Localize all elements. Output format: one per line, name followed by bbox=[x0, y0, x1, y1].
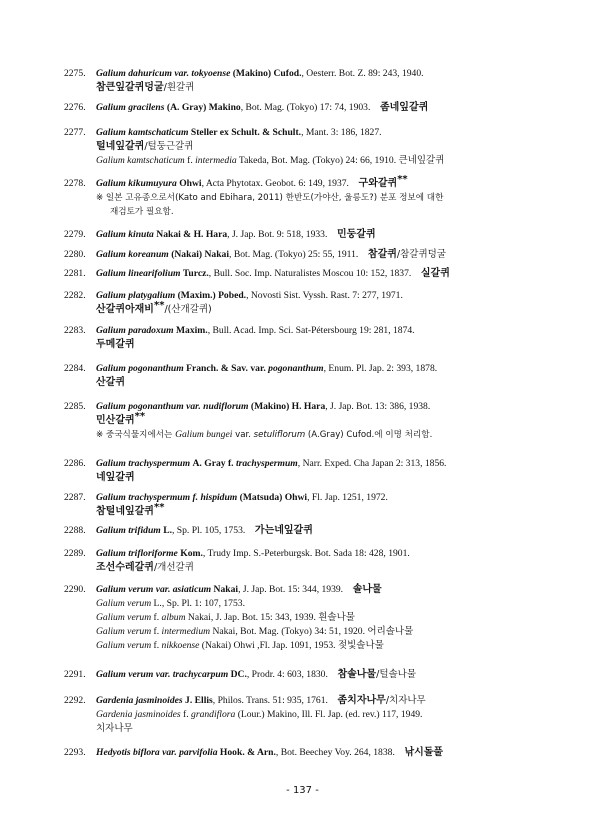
korean-name: 가는네잎갈퀴 bbox=[254, 525, 313, 536]
entry-line bbox=[64, 191, 544, 205]
korean-name: 좀치자나무 bbox=[337, 695, 386, 706]
catalog-entry bbox=[64, 694, 544, 736]
synonym-infraspecific-name: intermedia bbox=[195, 155, 237, 166]
scientific-name: Hedyotis biflora var. parvifolia bbox=[96, 747, 218, 758]
korean-name: 민둥갈퀴 bbox=[336, 229, 376, 240]
korean-name: 조선수레갈퀴 bbox=[96, 562, 154, 573]
catalog-entry bbox=[64, 173, 544, 219]
scientific-name: Galium trachyspermum bbox=[96, 458, 191, 469]
citation: , Bot. Beechey Voy. 264, 1838. bbox=[275, 747, 395, 758]
synonym-name: Galium verum bbox=[96, 626, 152, 637]
author: DC. bbox=[230, 669, 247, 680]
entry-line bbox=[64, 228, 544, 242]
entry-line bbox=[64, 722, 544, 736]
alternate-name: /치자나무 bbox=[385, 695, 426, 706]
catalog-entry bbox=[64, 668, 544, 682]
citation: , Fl. Jap. 1251, 1972. bbox=[307, 492, 388, 503]
infraspecific-name: pogonanthum bbox=[268, 363, 324, 374]
entry-line bbox=[64, 708, 544, 722]
author: (Makino) H. Hara bbox=[250, 401, 326, 412]
note-mark: ** bbox=[153, 501, 165, 513]
entry-number: 2284. bbox=[64, 363, 86, 374]
entry-number: 2286. bbox=[64, 458, 86, 469]
korean-name: 솔나물 bbox=[352, 584, 382, 595]
alternate-name: /참갈퀴덩굴 bbox=[396, 249, 446, 260]
author: (Matsuda) Ohwi bbox=[239, 492, 308, 503]
author: Steller ex Schult. & Schult. bbox=[190, 127, 302, 138]
catalog-entry bbox=[64, 228, 544, 242]
entry-number: 2282. bbox=[64, 290, 86, 301]
rank-connector: var. bbox=[247, 363, 269, 374]
korean-name: 털네잎갈퀴 bbox=[96, 141, 145, 152]
catalog-entry bbox=[64, 67, 544, 95]
synonym-name: Galium kamtschaticum bbox=[96, 155, 185, 166]
catalog-entry bbox=[64, 746, 544, 760]
alternate-name: /개선갈퀴 bbox=[153, 562, 194, 573]
entry-number: 2275. bbox=[64, 68, 86, 79]
korean-name: 두메갈퀴 bbox=[96, 339, 135, 350]
entry-line bbox=[64, 597, 544, 611]
entry-number: 2285. bbox=[64, 401, 86, 412]
author: Kom. bbox=[180, 548, 203, 559]
alternate-name: /털둥근갈퀴 bbox=[144, 141, 194, 152]
entry-line bbox=[64, 457, 544, 471]
entry-line bbox=[64, 338, 544, 352]
korean-name: 네잎갈퀴 bbox=[96, 472, 135, 483]
entry-line bbox=[64, 524, 544, 538]
citation: , Narr. Exped. Cha Japan 2: 313, 1856. bbox=[297, 458, 447, 469]
alternate-name: /털솔나물 bbox=[376, 669, 417, 680]
entry-number: 2277. bbox=[64, 127, 86, 138]
citation: , Bot. Mag. (Tokyo) 17: 74, 1903. bbox=[240, 102, 371, 113]
remark-connector: var. bbox=[232, 430, 254, 440]
entry-number: 2290. bbox=[64, 584, 86, 595]
catalog-entry bbox=[64, 324, 544, 352]
synonym-rank: f. bbox=[151, 612, 162, 623]
entry-line bbox=[64, 67, 544, 81]
entry-line bbox=[64, 376, 544, 390]
korean-name: 산갈퀴 bbox=[96, 377, 125, 388]
synonym-citation: Takeda, Bot. Mag. (Tokyo) 24: 66, 1910. bbox=[236, 155, 397, 166]
remark-infraspecific-name: setuliflorum bbox=[253, 430, 306, 440]
scientific-name: Galium kikumuyura bbox=[96, 178, 177, 189]
author: (Maxim.) Pobed. bbox=[177, 290, 247, 301]
entry-number: 2281. bbox=[64, 268, 86, 279]
citation: , Mant. 3: 186, 1827. bbox=[301, 127, 382, 138]
entry-number: 2280. bbox=[64, 249, 86, 260]
scientific-name: Galium koreanum bbox=[96, 249, 169, 260]
scientific-name: Galium trifloriforme bbox=[96, 548, 178, 559]
catalog-entry bbox=[64, 547, 544, 575]
scientific-name: Galium linearifolium bbox=[96, 268, 181, 279]
synonym-citation: L., Sp. Pl. 1: 107, 1753. bbox=[151, 598, 245, 609]
korean-name: 실갈퀴 bbox=[420, 268, 450, 279]
author: Ohwi bbox=[179, 178, 202, 189]
remark-scientific-name: Galium bungei bbox=[175, 429, 233, 440]
synonym-name: Galium verum bbox=[96, 640, 152, 651]
entry-line bbox=[64, 694, 544, 708]
entry-number: 2292. bbox=[64, 695, 86, 706]
entry-line bbox=[64, 410, 544, 428]
synonym-name: Galium verum bbox=[96, 612, 152, 623]
entry-line bbox=[64, 205, 544, 219]
note-mark: ** bbox=[153, 299, 165, 311]
synonym-rank: f. bbox=[151, 640, 162, 651]
korean-name: 참솔나물 bbox=[337, 669, 377, 680]
entry-line bbox=[64, 101, 544, 115]
entry-line bbox=[64, 248, 544, 262]
korean-name: 참큰잎갈퀴덩굴 bbox=[96, 82, 164, 93]
catalog-entry bbox=[64, 267, 544, 281]
synonym-citation: (Nakai) Ohwi ,Fl. Jap. 1091, 1953. bbox=[199, 640, 336, 651]
scientific-name: Galium kinuta bbox=[96, 229, 154, 240]
entry-line bbox=[64, 362, 544, 376]
entry-line bbox=[64, 267, 544, 281]
entry-line bbox=[64, 289, 544, 303]
entry-line bbox=[64, 126, 544, 140]
entry-number: 2283. bbox=[64, 325, 86, 336]
author: J. Ellis bbox=[185, 695, 213, 706]
citation: , Enum. Pl. Jap. 2: 393, 1878. bbox=[323, 363, 438, 374]
entry-number: 2291. bbox=[64, 669, 86, 680]
remark-text: ※ 일본 고유종으로서(Kato and Ebihara, 2011) 한반도(가야산, 울릉도?) 분포 정보에 대한 bbox=[96, 193, 444, 203]
author: L. bbox=[163, 525, 172, 536]
note-mark: ** bbox=[397, 173, 408, 185]
entry-line bbox=[64, 140, 544, 154]
entry-line bbox=[64, 561, 544, 575]
citation: , Bot. Mag. (Tokyo) 25: 55, 1911. bbox=[229, 249, 359, 260]
entry-line bbox=[64, 611, 544, 625]
synonym-korean-name: 흰솔나물 bbox=[318, 612, 355, 623]
author: Nakai & H. Hara bbox=[156, 229, 228, 240]
entry-number: 2279. bbox=[64, 229, 86, 240]
scientific-name: Galium platygalium bbox=[96, 290, 176, 301]
citation: , Acta Phytotax. Geobot. 6: 149, 1937. bbox=[201, 178, 349, 189]
catalog-entry bbox=[64, 491, 544, 519]
author: (Makino) Cufod. bbox=[232, 68, 302, 79]
citation: , Bull. Soc. Imp. Naturalistes Moscou 10: 152, 1837. bbox=[208, 268, 412, 279]
entry-line bbox=[64, 299, 544, 317]
scientific-name: Galium gracilens bbox=[96, 102, 165, 113]
synonym-infraspecific-name: grandiflora bbox=[191, 709, 236, 720]
synonym-citation: (Lour.) Makino, Ill. Fl. Jap. (ed. rev.) 117, 1949. bbox=[235, 709, 423, 720]
catalog-entry bbox=[64, 289, 544, 317]
citation: , Novosti Sist. Vyssh. Rast. 7: 277, 1971. bbox=[246, 290, 403, 301]
author: Franch. & Sav. bbox=[186, 363, 248, 374]
citation: , Trudy Imp. S.-Peterburgsk. Bot. Sada 18: 428, 1901. bbox=[202, 548, 410, 559]
entry-number: 2276. bbox=[64, 102, 86, 113]
entry-line bbox=[64, 154, 544, 168]
synonym-infraspecific-name: nikkoense bbox=[161, 640, 200, 651]
rank-connector: f. bbox=[225, 458, 236, 469]
scientific-name: Galium kamtschaticum bbox=[96, 127, 189, 138]
citation: , J. Jap. Bot. 9: 518, 1933. bbox=[227, 229, 328, 240]
author: Hook. & Arn. bbox=[219, 747, 276, 758]
synonym-korean-name: 젖빛솔나물 bbox=[337, 640, 384, 651]
citation: , J. Jap. Bot. 13: 386, 1938. bbox=[325, 401, 431, 412]
author: (A. Gray) Makino bbox=[166, 102, 241, 113]
catalog-entry bbox=[64, 524, 544, 538]
korean-name: 산갈퀴아재비 bbox=[96, 304, 154, 315]
entry-number: 2293. bbox=[64, 747, 86, 758]
remark-text: ※ 중국식물지에서는 bbox=[96, 430, 176, 440]
entry-number: 2289. bbox=[64, 548, 86, 559]
citation: , Bull. Acad. Imp. Sci. Sat-Pétersbourg 19: 281, 1874. bbox=[207, 325, 415, 336]
citation: , J. Jap. Bot. 15: 344, 1939. bbox=[238, 584, 344, 595]
entry-line bbox=[64, 547, 544, 561]
synonym-rank: f. bbox=[184, 155, 196, 166]
synonym-citation: Nakai, Bot. Mag. (Tokyo) 34: 51, 1920. bbox=[210, 626, 365, 637]
scientific-name: Galium pogonanthum var. nudiflorum bbox=[96, 401, 249, 412]
entry-line bbox=[64, 668, 544, 682]
author: (Nakai) Nakai bbox=[171, 249, 230, 260]
scientific-name: Galium paradoxum bbox=[96, 325, 174, 336]
scientific-name: Gardenia jasminoides bbox=[96, 695, 183, 706]
author: A. Gray bbox=[192, 458, 226, 469]
korean-name: 참털네잎갈퀴 bbox=[96, 506, 154, 517]
synonym-korean-name: 치자나무 bbox=[96, 723, 133, 734]
scientific-name: Galium trachyspermum f. hispidum bbox=[96, 492, 238, 503]
citation: , Sp. Pl. 105, 1753. bbox=[172, 525, 246, 536]
alternate-name: /(산개갈퀴) bbox=[164, 304, 212, 315]
entry-line bbox=[64, 428, 544, 442]
author: Maxim. bbox=[175, 325, 208, 336]
scientific-name: Galium verum var. trachycarpum bbox=[96, 669, 229, 680]
korean-name: 참갈퀴 bbox=[367, 249, 397, 260]
citation: , Philos. Trans. 51: 935, 1761. bbox=[212, 695, 328, 706]
entry-line bbox=[64, 625, 544, 639]
korean-name: 낚시돌풀 bbox=[404, 747, 444, 758]
synonym-citation: Nakai, J. Jap. Bot. 15: 343, 1939. bbox=[185, 612, 316, 623]
catalog-entry bbox=[64, 126, 544, 168]
korean-name: 구와갈퀴 bbox=[358, 178, 398, 189]
scientific-name: Galium trifidum bbox=[96, 525, 161, 536]
entry-line bbox=[64, 81, 544, 95]
synonym-rank: f. bbox=[180, 709, 192, 720]
page-number: - 137 - bbox=[286, 785, 319, 796]
catalog-entry bbox=[64, 583, 544, 653]
synonym-korean-name: 어리솔나물 bbox=[367, 626, 414, 637]
author: Nakai bbox=[213, 584, 239, 595]
entry-line bbox=[64, 501, 544, 519]
catalog-entry bbox=[64, 362, 544, 390]
author: Turcz. bbox=[182, 268, 209, 279]
synonym-name: Gardenia jasminoides bbox=[96, 709, 181, 720]
synonym-infraspecific-name: album bbox=[161, 612, 186, 623]
scientific-name: Galium pogonanthum bbox=[96, 363, 184, 374]
note-mark: ** bbox=[134, 410, 146, 422]
entry-line bbox=[64, 491, 544, 505]
synonym-korean-name: 큰네잎갈퀴 bbox=[398, 155, 445, 166]
catalog-entry bbox=[64, 457, 544, 485]
scientific-name: Galium verum var. asiaticum bbox=[96, 584, 212, 595]
scientific-name: Galium dahuricum var. tokyoense bbox=[96, 68, 231, 79]
entry-line bbox=[64, 746, 544, 760]
catalog-entry bbox=[64, 101, 544, 115]
catalog-entry bbox=[64, 248, 544, 262]
entry-number: 2287. bbox=[64, 492, 86, 503]
entry-number: 2288. bbox=[64, 525, 86, 536]
entry-line bbox=[64, 583, 544, 597]
remark-text: 재검토가 필요함. bbox=[110, 207, 174, 217]
korean-name: 민산갈퀴 bbox=[96, 415, 135, 426]
synonym-rank: f. bbox=[151, 626, 162, 637]
entry-number: 2278. bbox=[64, 178, 86, 189]
entry-line bbox=[64, 471, 544, 485]
remark-end: (A.Gray) Cufod.에 이명 처리함. bbox=[305, 430, 433, 440]
citation: , Oesterr. Bot. Z. 89: 243, 1940. bbox=[301, 68, 424, 79]
catalog-entry bbox=[64, 400, 544, 442]
citation: , Prodr. 4: 603, 1830. bbox=[246, 669, 328, 680]
korean-name: 좀네잎갈퀴 bbox=[379, 102, 429, 113]
synonym-infraspecific-name: intermedium bbox=[161, 626, 211, 637]
entry-line bbox=[64, 324, 544, 338]
entry-line bbox=[64, 173, 544, 191]
synonym-name: Galium verum bbox=[96, 598, 152, 609]
entry-line bbox=[64, 639, 544, 653]
infraspecific-name: trachyspermum bbox=[235, 458, 298, 469]
alternate-name: /흰갈퀴 bbox=[163, 82, 195, 93]
